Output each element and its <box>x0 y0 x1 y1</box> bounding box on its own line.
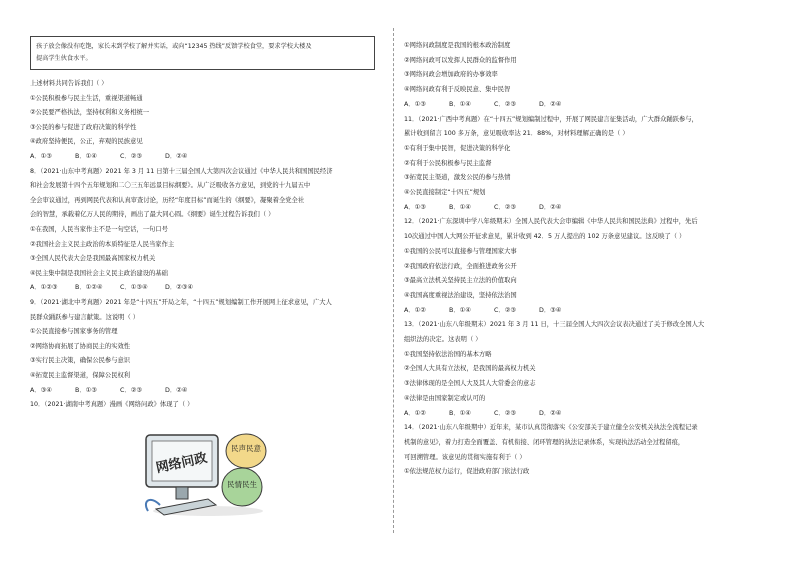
answer-option: A．①②③ <box>30 284 58 292</box>
answer-option: C．②③ <box>494 100 516 108</box>
answer-options <box>30 283 210 292</box>
question-line: ②我国社会主义民主政治的本质特征是人民当家作主 <box>30 240 175 248</box>
answer-options <box>404 409 584 418</box>
answer-options <box>30 152 210 161</box>
question-line: 累计收到留言 100 多万条，意见吸收率达 21．88%，对材料理解正确的是（ ） <box>404 130 629 138</box>
answer-option: B．①④ <box>449 409 471 417</box>
question-line: 9．（2021·湖北中考真题）2021 年是“十四五”开局之年，“十四五”规划编制工作开展网上征求意见，广大人 <box>30 299 332 306</box>
question-line: ②有利于公民积极参与民主监督 <box>404 159 492 167</box>
question-line: 13．（2021·山东八年级期末）2021 年 3 月 11 日，十三届全国人大四次会议表决通过了关于修改全国人大 <box>404 321 705 329</box>
question-line: 民群众踊跃参与建言献策。这说明（ ） <box>30 313 140 321</box>
question-line: 上述材料共同告诉我们（ ） <box>30 80 108 87</box>
question-line: ③法律体现的是全国人大及其人大常委会的意志 <box>404 380 536 388</box>
monitor-neck <box>176 487 188 499</box>
notice-line-1: 孩子放会像没有吃饱，家长未到学校了解并实话，或向“12345 热线”反馈学校食堂，要求学校大楼及 <box>36 43 312 50</box>
screen-text: 网络问政 <box>154 450 209 477</box>
answer-option: D．②④ <box>165 153 188 160</box>
answer-options <box>404 203 584 212</box>
answer-option: A．①③ <box>30 153 52 160</box>
question-line: ④我国高度重视法治建设，坚持依法治国 <box>404 291 517 299</box>
notice-text <box>36 41 372 65</box>
answer-option: D．②④ <box>165 386 188 394</box>
answer-option: B．①②④ <box>75 284 103 292</box>
answer-option: C．②③ <box>494 203 516 211</box>
answer-option: D．②④ <box>539 203 562 211</box>
question-line: ①依法规范权力运行，促进政府部门依法行政 <box>404 468 530 476</box>
answer-option: B．①④ <box>75 153 97 160</box>
answer-option: C．①③④ <box>120 284 148 292</box>
answer-option: B．①④ <box>449 203 471 211</box>
question-line: 8．（2021·山东中考真题）2021 年 3 月 11 日第十三届全国人大第四次会议通过《中华人民共和国国民经济 <box>30 167 333 175</box>
answer-option: D．②④ <box>539 409 562 417</box>
answer-option: C．②③ <box>120 386 142 394</box>
question-line: 和社会发展第十四个五年规划和二〇三五年远景目标纲要》。从广泛吸收各方意见，到党的十九届五中 <box>30 182 311 190</box>
question-line: ①在我国，人民当家作主不是一句空话，一句口号 <box>30 226 168 233</box>
cartoon-network-politics <box>138 425 268 517</box>
bubble-bottom-text: 民情民生 <box>227 480 257 489</box>
question-line: ①网络问政制度是我国的根本政治制度 <box>404 42 511 49</box>
answer-option: A．①② <box>404 409 426 417</box>
question-line: 机制的意见》，着力打造全面覆盖、有机衔接、闭环管理的执法记录体系，实现执法活动全过程留痕， <box>404 438 685 446</box>
answer-option: A．①③ <box>404 100 426 108</box>
answer-options <box>404 306 584 315</box>
question-line: 11．（2021·广西中考真题）在“十四五”规划编制过程中，开展了网民建言征集活动，广大群众踊跃参与， <box>404 115 698 123</box>
bubble-top-text: 民声民意 <box>231 444 261 453</box>
question-line: 会的智慧，承载着亿万人民的期待，画出了最大同心圆。《纲要》诞生过程告诉我们（ ） <box>30 211 275 219</box>
answer-option: C．②③ <box>494 409 516 417</box>
question-line: ②网络问政可以发挥人民群众的监督作用 <box>404 56 517 64</box>
answer-option: B．①③ <box>75 386 97 394</box>
question-line: 12．（2021·广东深圳中学八年级期末）全国人民代表大会审编辑《中华人民共和国民法典》过程中，先后 <box>404 218 698 226</box>
question-line: ④法律是由国家制定或认可的 <box>404 394 486 402</box>
column-divider <box>393 28 394 533</box>
answer-option: C．②③ <box>120 153 142 160</box>
question-line: 14．（2021·山东八年级期中）近年来，某市认真贯彻落实《公安部关于建立健全公安机关执法全流程记录 <box>404 424 698 432</box>
question-line: ②公民要严格执法，坚持权利和义务相统一 <box>30 109 149 117</box>
question-line: ③网络问政会增加政府的办事效率 <box>404 71 498 79</box>
answer-option: B．①④ <box>449 306 471 314</box>
question-line: ③最高立法机关坚持民主立法的价值取向 <box>404 277 517 285</box>
question-line: 组织法的决定。这表明（ ） <box>404 336 482 343</box>
question-line: ①公民积极参与民主生活，重视渠道畅通 <box>30 94 143 102</box>
question-line: ④公民直接制定“十四五”规划 <box>404 189 486 196</box>
answer-option: A．①② <box>404 306 426 314</box>
question-line: ④民主集中制是我国社会主义民主政治建设的基础 <box>30 269 168 277</box>
question-line: ①我国坚持依法治国的基本方略 <box>404 350 492 358</box>
question-line: 10次通过中国人大网公开征求意见，累计收到 42．5 万人提出的 102 万条意见建议。这反映了（ ） <box>404 233 686 241</box>
answer-option: A．①③ <box>404 203 426 211</box>
question-line: ③公民的参与促进了政府决策的科学性 <box>30 123 137 131</box>
question-line: ④拓宽民主监督渠道，保障公民权利 <box>30 372 131 379</box>
question-line: ①公民直接参与国家事务的管理 <box>30 328 118 336</box>
answer-options <box>30 386 210 395</box>
question-line: ③全国人民代表大会是我国最高国家权力机关 <box>30 255 156 263</box>
answer-option: D．②④ <box>539 100 562 108</box>
question-line: 10．（2021·湖南中考真题）漫画《网络问政》体现了（ ） <box>30 401 194 409</box>
answer-option: C．②③ <box>494 306 516 314</box>
question-line: ④政府坚持便民，公正，弃观的民族意见 <box>30 138 143 146</box>
question-line: ②网络协商拓展了协商民主的实效性 <box>30 342 131 350</box>
notice-line-2: 提高学生伙食水平。 <box>36 55 92 62</box>
question-line: ②全国人大具有立法权，是我国的最高权力机关 <box>404 365 536 373</box>
question-line: ③实行民主决策，确保公民参与意识 <box>30 357 131 365</box>
answer-option: D．③④ <box>539 306 562 314</box>
answer-option: A．③④ <box>30 386 52 394</box>
question-line: ③拓宽民主渠道，激发公民的参与热情 <box>404 174 511 182</box>
question-line: ②我国政府依法行政，全面推进政务公开 <box>404 262 517 270</box>
answer-option: B．①④ <box>449 100 471 108</box>
answer-option: D．②③④ <box>165 284 194 292</box>
answer-options <box>404 100 584 109</box>
question-line: ①有利于集中民智，促进决策的科学化 <box>404 144 511 152</box>
question-line: 可回溯管理。该意见的贯彻实施有利于（ ） <box>404 453 526 461</box>
question-line: 全会审议通过，再到网民代表和认真审查讨论，历经“年度目标”而诞生的《纲要》，凝聚着全党全社 <box>30 196 305 204</box>
question-line: ④网络问政有利于反映民意、集中民智 <box>404 86 511 94</box>
question-line: ①我国的公民可以直接参与管理国家大事 <box>404 247 517 255</box>
